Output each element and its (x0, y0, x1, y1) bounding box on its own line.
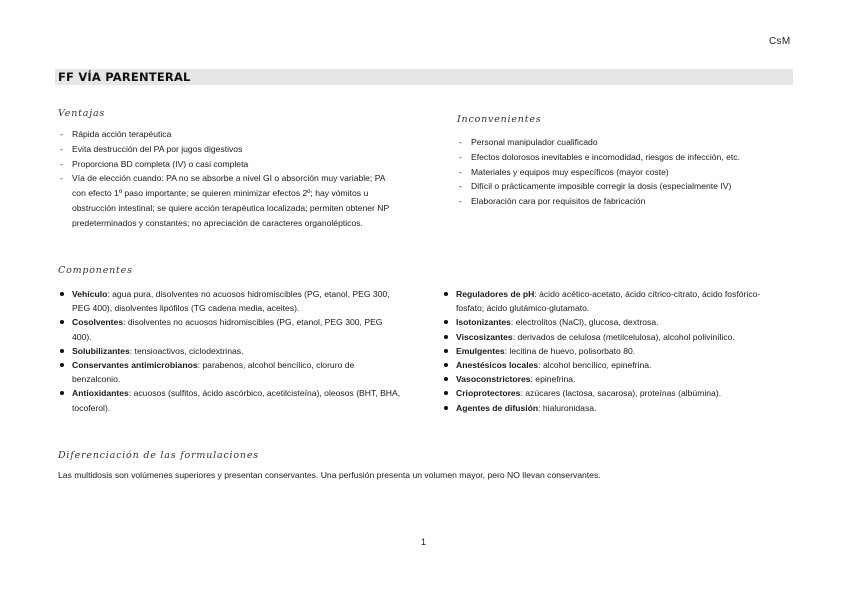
inconvenientes-list (457, 135, 797, 209)
list-item: - Difícil o prácticamente imposible corregir la dosis (especialmente IV) (457, 179, 797, 194)
list-item (442, 344, 787, 358)
list-item (58, 287, 403, 315)
list-item (58, 386, 403, 414)
item-label: Cosolventes (72, 317, 124, 328)
item-label: Vasoconstrictores (456, 374, 531, 385)
list-item (442, 372, 787, 386)
list-item (58, 358, 403, 386)
item-label: Viscosizantes (456, 331, 513, 342)
list-item: - Efectos dolorosos inevitables e incomodidad, riesgos de infección, etc. (457, 150, 797, 165)
item-text: : agua pura, disolventes no acuosos hidromiscibles (PG, etanol, PEG 300, PEG 400), disolventes lipófilos (TG cadena media, aceites). (72, 289, 390, 314)
item-label: Isotonizantes (456, 317, 511, 328)
item-text: : acuosos (sulfitos, ácido ascórbico, acetilcisteína), oleosos (BHT, BHA, tocoferol). (72, 388, 401, 413)
page-title: FF VÍA PARENTERAL (58, 70, 191, 84)
item-label: Conservantes antimicrobianos (72, 360, 198, 371)
item-text: : derivados de celulosa (metilcelulosa), alcohol polivinílico. (512, 331, 735, 342)
page-number: 1 (421, 537, 427, 547)
item-text: : tensioactivos, ciclodextrinas. (129, 345, 244, 356)
list-item (58, 344, 403, 358)
inconvenientes-heading: Inconvenientes (457, 114, 542, 125)
list-item: - Vía de elección cuando: PA no se absorbe a nivel GI o absorción muy variable; PA con efecto 1º paso importante; se quieren minimizar efectos 2º; hay vómitos u obstrucción intestinal; se quiere acción terapéutica localizada; permiten obtener NP predeterminados y constantes; no apreciación de caracteres organolépticos. (58, 171, 393, 230)
list-item: - Proporciona BD completa (IV) o casi completa (58, 157, 393, 172)
ventajas-heading: Ventajas (58, 108, 106, 119)
item-text: : disolventes no acuosos hidromiscibles (PG, etanol, PEG 300, PEG 400). (72, 317, 383, 342)
item-text: : azúcares (lactosa, sacarosa), proteínas (albúmina). (520, 388, 722, 399)
list-item: - Personal manipulador cualificado (457, 135, 797, 150)
ventajas-list (58, 127, 393, 231)
item-label: Crioprotectores (456, 388, 521, 399)
list-item (442, 287, 787, 315)
header-initials: CsM (769, 36, 791, 47)
componentes-heading: Componentes (58, 265, 133, 276)
item-label: Antioxidantes (72, 388, 129, 399)
list-item (442, 358, 787, 372)
list-item (442, 315, 787, 329)
item-label: Anestésicos locales (456, 360, 539, 371)
componentes-left-list (58, 287, 403, 415)
list-item (442, 386, 787, 400)
item-text: : parabenos, alcohol bencílico, cloruro de benzalconio. (72, 360, 355, 385)
list-item: - Elaboración cara por requisitos de fabricación (457, 194, 797, 209)
diferenciacion-heading: Diferenciación de las formulaciones (58, 450, 259, 461)
componentes-right-list (442, 287, 787, 415)
item-text: : electrolitos (NaCl), glucosa, dextrosa. (510, 317, 659, 328)
item-text: : ácido acético-acetato, ácido cítrico-citrato, ácido fosfórico-fosfato; ácido glutámico-glutamato. (456, 289, 761, 314)
item-label: Reguladores de pH (456, 289, 535, 299)
title-bar (55, 69, 793, 85)
list-item: - Evita destrucción del PA por jugos digestivos (58, 142, 393, 157)
list-item (442, 401, 787, 415)
item-text: : lecitina de huevo, polisorbato 80. (504, 345, 636, 356)
item-text: : epinefrina. (530, 374, 576, 385)
list-item (58, 315, 403, 343)
list-item: - Rápida acción terapéutica (58, 127, 393, 142)
item-label: Vehículo (72, 289, 108, 299)
list-item (442, 330, 787, 344)
diferenciacion-text: Las multidosis son volúmenes superiores y presentan conservantes. Una perfusión presenta un volumen mayor, pero NO llevan conservantes. (58, 470, 601, 480)
item-label: Emulgentes (456, 345, 505, 356)
item-text: : hialuronidasa. (538, 402, 597, 413)
item-label: Solubilizantes (72, 345, 130, 356)
list-item: - Materiales y equipos muy específicos (mayor coste) (457, 165, 797, 180)
item-text: : alcohol bencílico, epinefrina. (538, 360, 652, 371)
item-label: Agentes de difusión (456, 402, 539, 413)
